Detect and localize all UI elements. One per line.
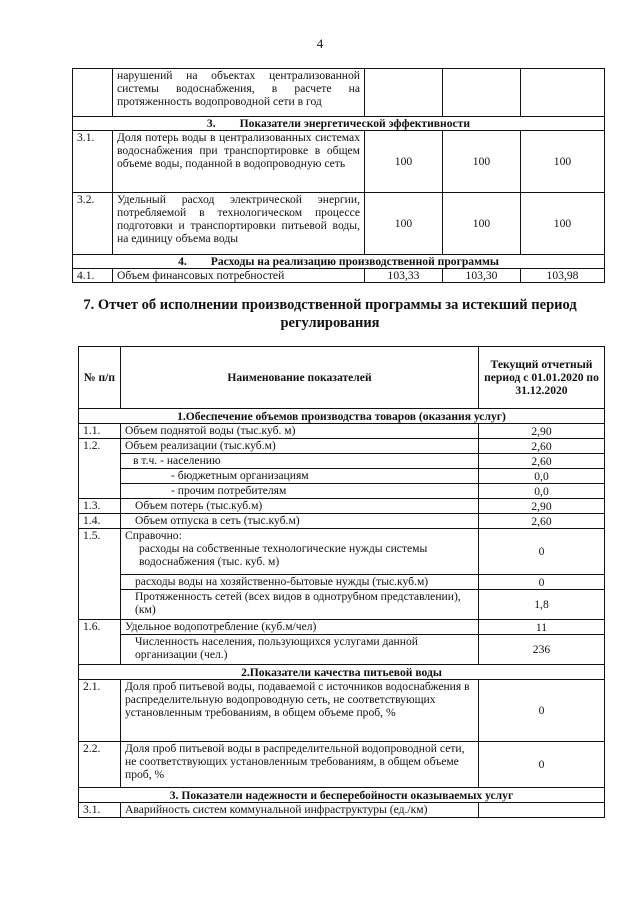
- row-name: - бюджетным организациям: [121, 469, 479, 484]
- row-number: 1.5.: [79, 529, 121, 620]
- value-cell: 0: [479, 680, 605, 742]
- table-row: [79, 620, 605, 635]
- section-row: [79, 409, 605, 424]
- value-cell: 100: [443, 131, 521, 193]
- row-name: расходы воды на хозяйственно-бытовые нужды (тыс.куб.м): [121, 575, 479, 590]
- row-name: Доля потерь воды в централизованных системах водоснабжения при транспортировке в общем объеме воды, поданной в водопроводную сеть: [113, 131, 365, 193]
- section-row: [73, 117, 605, 131]
- value-cell: 100: [365, 193, 443, 255]
- reference-sub-item: расходы на собственные технологические нужды системы водоснабжения (тыс. куб. м): [139, 542, 428, 568]
- row-number: 3.2.: [73, 193, 113, 255]
- table-row: [79, 424, 605, 439]
- row-number: 2.1.: [79, 680, 121, 742]
- row-name: Доля проб питьевой воды, подаваемой с источников водоснабжения в распределительную водопроводную сеть, не соответствующих установленным требованиям, в общем объеме проб, %: [121, 680, 479, 742]
- row-name: в т.ч. - населению: [121, 454, 479, 469]
- indicators-table-continued: [72, 68, 605, 283]
- section-title: 1.Обеспечение объемов производства товаров (оказания услуг): [79, 409, 605, 424]
- table-row: [79, 469, 605, 484]
- value-cell: 1,8: [479, 590, 605, 620]
- row-name: Удельное водопотребление (куб.м/чел): [121, 620, 479, 635]
- value-cell: 2,60: [479, 514, 605, 529]
- value-cell: 0: [479, 529, 605, 575]
- section-label: Показатели энергетической эффективности: [239, 117, 471, 130]
- section-title: [73, 255, 605, 269]
- value-cell: 100: [365, 131, 443, 193]
- table-row: [73, 131, 605, 193]
- value-cell: [479, 803, 605, 818]
- table-row: [79, 514, 605, 529]
- value-cell: 103,33: [365, 269, 443, 283]
- row-number: 2.2.: [79, 742, 121, 788]
- program-report-table: [78, 346, 605, 818]
- table-row: [79, 439, 605, 454]
- table-row: [73, 269, 605, 283]
- table-row: [73, 69, 605, 117]
- section-number: 3.: [206, 117, 216, 130]
- section-row: [79, 665, 605, 680]
- header-period: Текущий отчетный период с 01.01.2020 по 31.12.2020: [479, 347, 605, 409]
- row-number: 3.1.: [73, 131, 113, 193]
- table-row: [79, 499, 605, 514]
- table-row: [79, 635, 605, 665]
- row-number: 4.1.: [73, 269, 113, 283]
- table-row: [79, 803, 605, 818]
- row-number: 1.1.: [79, 424, 121, 439]
- section-title: 3. Показатели надежности и бесперебойности оказываемых услуг: [79, 788, 605, 803]
- table-row: [79, 590, 605, 620]
- section-heading-7: 7. Отчет об исполнении производственной программы за истекший период регулирования: [83, 297, 577, 331]
- value-cell: 11: [479, 620, 605, 635]
- row-name: Объем финансовых потребностей: [113, 269, 365, 283]
- header-name: Наименование показателей: [121, 347, 479, 409]
- header-number: № п/п: [79, 347, 121, 409]
- row-number: 3.1.: [79, 803, 121, 818]
- value-cell: 0,0: [479, 469, 605, 484]
- table-row: [79, 454, 605, 469]
- row-name: [121, 529, 479, 575]
- row-name: Удельный расход электрической энергии, потребляемой в технологическом процессе подготовки и транспортировки питьевой воды, на единицу объема воды: [113, 193, 365, 255]
- row-name: Протяженность сетей (всех видов в однотрубном представлении), (км): [121, 590, 479, 620]
- row-number: 1.4.: [79, 514, 121, 529]
- row-number: 1.3.: [79, 499, 121, 514]
- row-number: 1.2.: [79, 439, 121, 499]
- section-row: [73, 255, 605, 269]
- table-header-row: [79, 347, 605, 409]
- table-row: [73, 193, 605, 255]
- row-name: Объем потерь (тыс.куб.м): [121, 499, 479, 514]
- row-name: Объем реализации (тыс.куб.м): [121, 439, 479, 454]
- table-row: [79, 484, 605, 499]
- value-cell: 100: [521, 193, 605, 255]
- table-row: [79, 680, 605, 742]
- section-row: [79, 788, 605, 803]
- section-title: [73, 117, 605, 131]
- row-name: Объем отпуска в сеть (тыс.куб.м): [121, 514, 479, 529]
- value-cell: 2,90: [479, 424, 605, 439]
- value-cell: 103,98: [521, 269, 605, 283]
- value-cell: 2,90: [479, 499, 605, 514]
- value-cell: 103,30: [443, 269, 521, 283]
- value-cell: 0,0: [479, 484, 605, 499]
- value-cell: 236: [479, 635, 605, 665]
- row-name: Объем поднятой воды (тыс.куб. м): [121, 424, 479, 439]
- row-name: Аварийность систем коммунальной инфраструктуры (ед./км): [121, 803, 479, 818]
- row-name: нарушений на объектах централизованной системы водоснабжения, в расчете на протяженность водопроводной сети в год: [113, 69, 365, 117]
- row-name: - прочим потребителям: [121, 484, 479, 499]
- page-number: 4: [316, 36, 324, 51]
- value-cell: 2,60: [479, 454, 605, 469]
- section-label: Расходы на реализацию производственной программы: [210, 255, 499, 268]
- row-name: Численность населения, пользующихся услугами данной организации (чел.): [121, 635, 479, 665]
- table-row: [79, 529, 605, 575]
- table-row: [79, 575, 605, 590]
- value-cell: 100: [521, 131, 605, 193]
- row-name: Доля проб питьевой воды в распределительной водопроводной сети, не соответствующих установленным требованиям, в общем объеме проб, %: [121, 742, 479, 788]
- section-title: 2.Показатели качества питьевой воды: [79, 665, 605, 680]
- value-cell: 0: [479, 575, 605, 590]
- value-cell: 100: [443, 193, 521, 255]
- table-row: [79, 742, 605, 788]
- value-cell: 2,60: [479, 439, 605, 454]
- reference-label: Справочно:: [125, 529, 182, 542]
- section-number: 4.: [178, 255, 187, 268]
- row-number: 1.6.: [79, 620, 121, 665]
- value-cell: 0: [479, 742, 605, 788]
